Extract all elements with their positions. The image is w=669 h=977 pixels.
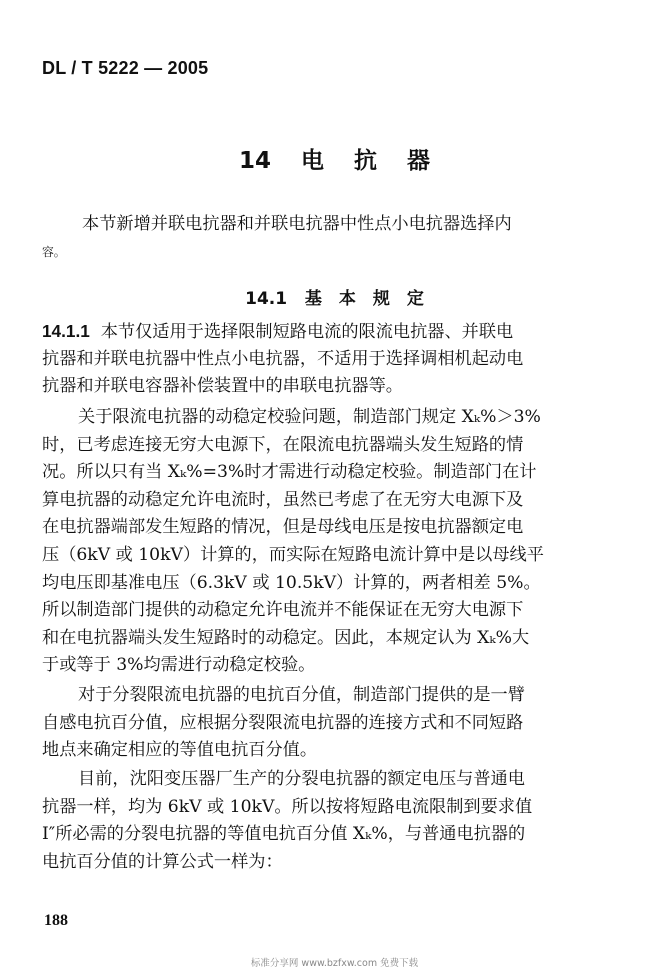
paragraph-line: 自感电抗百分值，应根据分裂限流电抗器的连接方式和不同短路 xyxy=(42,712,524,733)
chapter-title-char-3: 器 xyxy=(407,148,430,174)
paragraph-line: 对于分裂限流电抗器的电抗百分值，制造部门提供的是一臂 xyxy=(78,685,525,705)
watermark-text: 标准分享网 www.bzfxw.com 免费下载 xyxy=(250,958,419,969)
section-number: 14.1 xyxy=(245,289,288,309)
chapter-number: 14 xyxy=(238,148,271,174)
paragraph-line: 目前，沈阳变压器厂生产的分裂电抗器的额定电压与普通电 xyxy=(78,769,525,789)
paragraph-line: 抗器一样，均为 6kV 或 10kV。所以按将短路电流限制到要求值 xyxy=(42,796,533,817)
section-title-text: 基 本 规 定 xyxy=(304,289,424,309)
paragraph-line: 抗器和并联电抗器中性点小电抗器，不适用于选择调相机起动电 xyxy=(42,348,524,369)
paragraph-line: 本节新增并联电抗器和并联电抗器中性点小电抗器选择内 xyxy=(82,214,512,234)
paragraph-line: 和在电抗器端头发生短路时的动稳定。因此，本规定认为 Xₖ%大 xyxy=(42,627,530,648)
paragraph-line: 所以制造部门提供的动稳定允许电流并不能保证在无穷大电源下 xyxy=(42,600,524,621)
clause-number: 14.1.1 xyxy=(42,321,90,341)
chapter-title-char-1: 电 xyxy=(301,148,324,174)
paragraph-line: 压（6kV 或 10kV）计算的，而实际在短路电流计算中是以母线平 xyxy=(42,544,544,565)
paragraph-line: 在电抗器端部发生短路的情况，但是母线电压是按电抗器额定电 xyxy=(42,517,524,538)
page-number: 188 xyxy=(44,912,68,929)
intro-paragraph xyxy=(42,211,602,266)
paragraph-line: 均电压即基准电压（6.3kV 或 10.5kV）计算的，两者相差 5%。 xyxy=(42,572,541,593)
paragraph-line: 关于限流电抗器的动稳定校验问题，制造部门规定 Xₖ%＞3% xyxy=(78,407,541,427)
paragraph-line: 算电抗器的动稳定允许电流时，虽然已考虑了在无穷大电源下及 xyxy=(42,489,524,510)
chapter-title-char-2: 抗 xyxy=(354,148,377,174)
clause-first-line xyxy=(42,318,602,346)
split-reactor-paragraph xyxy=(42,682,602,765)
paragraph-line: 地点来确定相应的等值电抗百分值。 xyxy=(42,740,318,761)
shenyang-reactor-paragraph xyxy=(42,766,602,876)
paragraph-line: 容。 xyxy=(42,244,66,259)
document-code-header: DL / T 5222 — 2005 xyxy=(42,58,209,78)
paragraph-line: 抗器和并联电容器补偿装置中的串联电抗器等。 xyxy=(42,376,403,397)
paragraph-line: I″所必需的分裂电抗器的等值电抗百分值 Xₖ%，与普通电抗器的 xyxy=(42,824,526,845)
paragraph-line: 时，已考虑连接无穷大电源下，在限流电抗器端头发生短路的情 xyxy=(42,434,524,455)
dynamic-stability-paragraph xyxy=(42,404,602,680)
paragraph-line: 电抗百分值的计算公式一样为： xyxy=(42,851,283,872)
section-title xyxy=(0,284,669,309)
paragraph-line: 于或等于 3%均需进行动稳定校验。 xyxy=(42,655,316,676)
chapter-title xyxy=(0,142,669,175)
paragraph-line: 况。所以只有当 Xₖ%=3%时才需进行动稳定校验。制造部门在计 xyxy=(42,462,537,483)
paragraph-line: 本节仅适用于选择限制短路电流的限流电抗器、并联电 xyxy=(100,322,514,342)
clause-14-1-1 xyxy=(42,318,602,401)
